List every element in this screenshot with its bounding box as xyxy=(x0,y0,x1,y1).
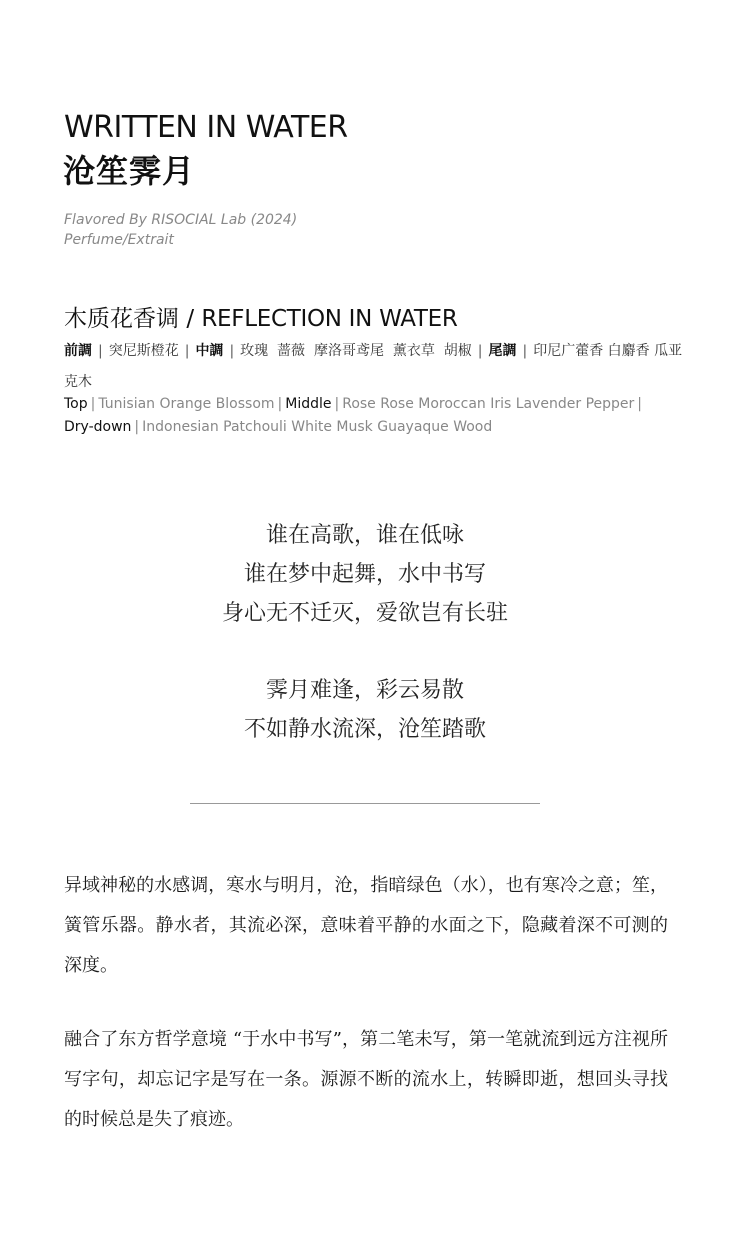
section-divider xyxy=(190,803,540,804)
en-separator: | xyxy=(334,396,340,412)
en-separator: | xyxy=(277,396,283,412)
product-meta xyxy=(64,210,297,250)
poem-line: 霁月难逢，彩云易散 xyxy=(265,678,464,703)
cn-separator: | xyxy=(522,343,528,359)
poem-line: 谁在梦中起舞，水中书写 xyxy=(243,562,486,587)
poem xyxy=(0,516,730,749)
cn-separator: | xyxy=(229,343,235,359)
cn-separator: | xyxy=(98,343,103,359)
cn-base-items: 印尼广藿香 白麝香 瓜亚克木 xyxy=(64,343,683,390)
en-middle-label: Middle xyxy=(285,396,332,412)
category-line: Perfume/Extrait xyxy=(64,232,174,248)
cn-separator: | xyxy=(184,343,190,359)
poem-line: 谁在高歌，谁在低咏 xyxy=(265,523,464,548)
en-separator: | xyxy=(637,396,643,412)
en-base-label: Dry-down xyxy=(64,419,132,435)
title-chinese: 沧笙霁月 xyxy=(63,152,196,190)
description-paragraph-2: 融合了东方哲学意境 “于水中书写”，第二笔未写，第一笔就流到远方注视所写字句，却忘记字是写在一条。源源不断的流水上，转瞬即逝，想回头寻找的时候总是失了痕迹。 xyxy=(64,1029,668,1130)
notes-english xyxy=(64,393,684,439)
stanza-gap xyxy=(0,633,730,671)
en-top-label: Top xyxy=(64,396,88,412)
family-slash: / xyxy=(186,306,195,332)
family-english: REFLECTION IN WATER xyxy=(201,306,458,332)
notes-chinese xyxy=(64,336,684,398)
cn-top-items: 突尼斯橙花 xyxy=(108,343,179,359)
en-base-items: Indonesian Patchouli White Musk Guayaque Wood xyxy=(142,419,493,435)
en-separator: | xyxy=(134,419,140,435)
en-middle-items: Rose Rose Moroccan Iris Lavender Pepper xyxy=(342,396,635,412)
cn-middle-label: 中調 xyxy=(195,343,224,359)
cn-base-label: 尾調 xyxy=(488,343,517,359)
poem-line: 不如静水流深，沧笙踏歌 xyxy=(243,717,486,742)
en-top-items: Tunisian Orange Blossom xyxy=(98,396,275,412)
credit-line: Flavored By RISOCIAL Lab (2024) xyxy=(64,212,298,228)
description-paragraph-1: 异域神秘的水感调，寒水与明月，沧，指暗绿色（水），也有寒冷之意；笙，簧管乐器。静水者，其流必深，意味着平静的水面之下，隐藏着深不可测的深度。 xyxy=(64,875,668,976)
poem-line: 身心无不迁灭，爱欲岂有长驻 xyxy=(221,601,508,626)
cn-middle-items: 玫瑰 蔷薇 摩洛哥鸢尾 薰衣草 胡椒 xyxy=(240,343,472,359)
cn-separator: | xyxy=(477,343,483,359)
cn-top-label: 前調 xyxy=(64,343,92,359)
fragrance-family-heading xyxy=(64,300,458,333)
title-english: WRITTEN IN WATER xyxy=(64,110,348,145)
en-separator: | xyxy=(90,396,96,412)
family-chinese: 木质花香调 xyxy=(64,306,179,332)
